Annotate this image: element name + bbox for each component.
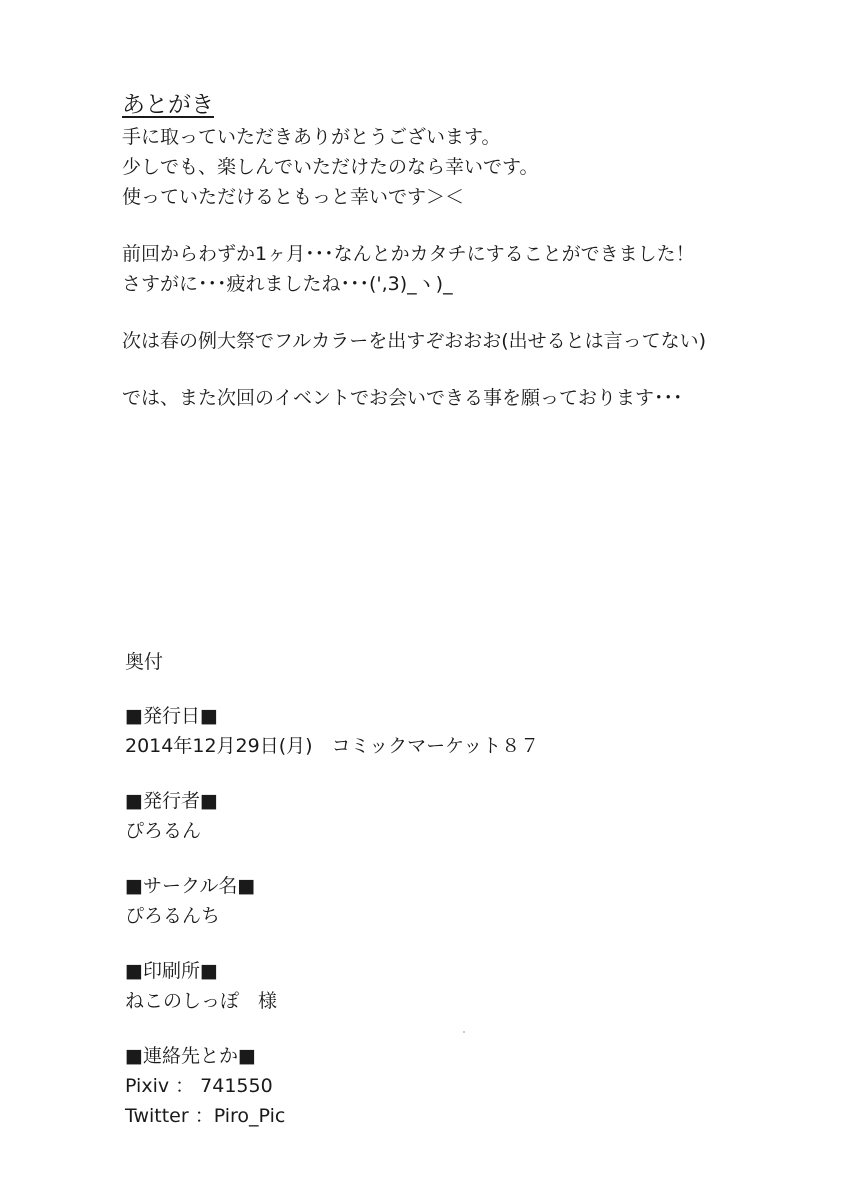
entry-value: 2014年12月29日(月) コミックマーケット８７ bbox=[125, 735, 540, 757]
paragraph-gap bbox=[122, 356, 822, 383]
colophon-entry-publisher bbox=[125, 786, 775, 846]
entry-label: ■発行者■ bbox=[125, 790, 218, 812]
entry-value: ぴろるんち bbox=[125, 905, 221, 927]
entry-label: ■発行日■ bbox=[125, 705, 218, 727]
paragraph-gap bbox=[122, 212, 822, 239]
paragraph-gap bbox=[122, 299, 822, 326]
afterword-line: 次は春の例大祭でフルカラーを出すぞおおお(出せるとは言ってない) bbox=[122, 330, 707, 352]
entry-label: ■サークル名■ bbox=[125, 875, 256, 897]
colophon-entry-circle-name bbox=[125, 871, 775, 931]
afterword-line: 少しでも、楽しんでいただけたのなら幸いです。 bbox=[122, 156, 539, 178]
afterword-line: では、また次回のイベントでお会いできる事を願っております･･･ bbox=[122, 387, 683, 409]
entry-label: ■連絡先とか■ bbox=[125, 1045, 256, 1067]
afterword-line: 使っていただけるともっと幸いです＞＜ bbox=[122, 186, 465, 208]
colophon-entry-printer bbox=[125, 956, 775, 1016]
afterword-title: あとがき bbox=[122, 92, 214, 118]
entry-value: Twitter ：Piro_Pic bbox=[125, 1105, 286, 1127]
colophon-section bbox=[125, 647, 775, 1156]
entry-value: ぴろるん bbox=[125, 820, 202, 842]
entry-label: ■印刷所■ bbox=[125, 960, 218, 982]
entry-value: ねこのしっぽ 様 bbox=[125, 990, 278, 1012]
colophon-title: 奥付 bbox=[125, 651, 164, 673]
afterword-line: さすがに･･･疲れましたね･･･(',3)_ヽ)_ bbox=[122, 273, 453, 295]
entry-value: Pixiv ： 741550 bbox=[125, 1075, 273, 1097]
colophon-entry-publish-date bbox=[125, 701, 775, 761]
colophon-entry-contact bbox=[125, 1041, 775, 1131]
scan-speck bbox=[463, 1031, 465, 1033]
afterword-line: 前回からわずか1ヶ月･･･なんとかカタチにすることができました！ bbox=[122, 243, 695, 265]
afterword-section bbox=[122, 88, 822, 413]
afterword-line: 手に取っていただきありがとうございます。 bbox=[122, 126, 501, 148]
